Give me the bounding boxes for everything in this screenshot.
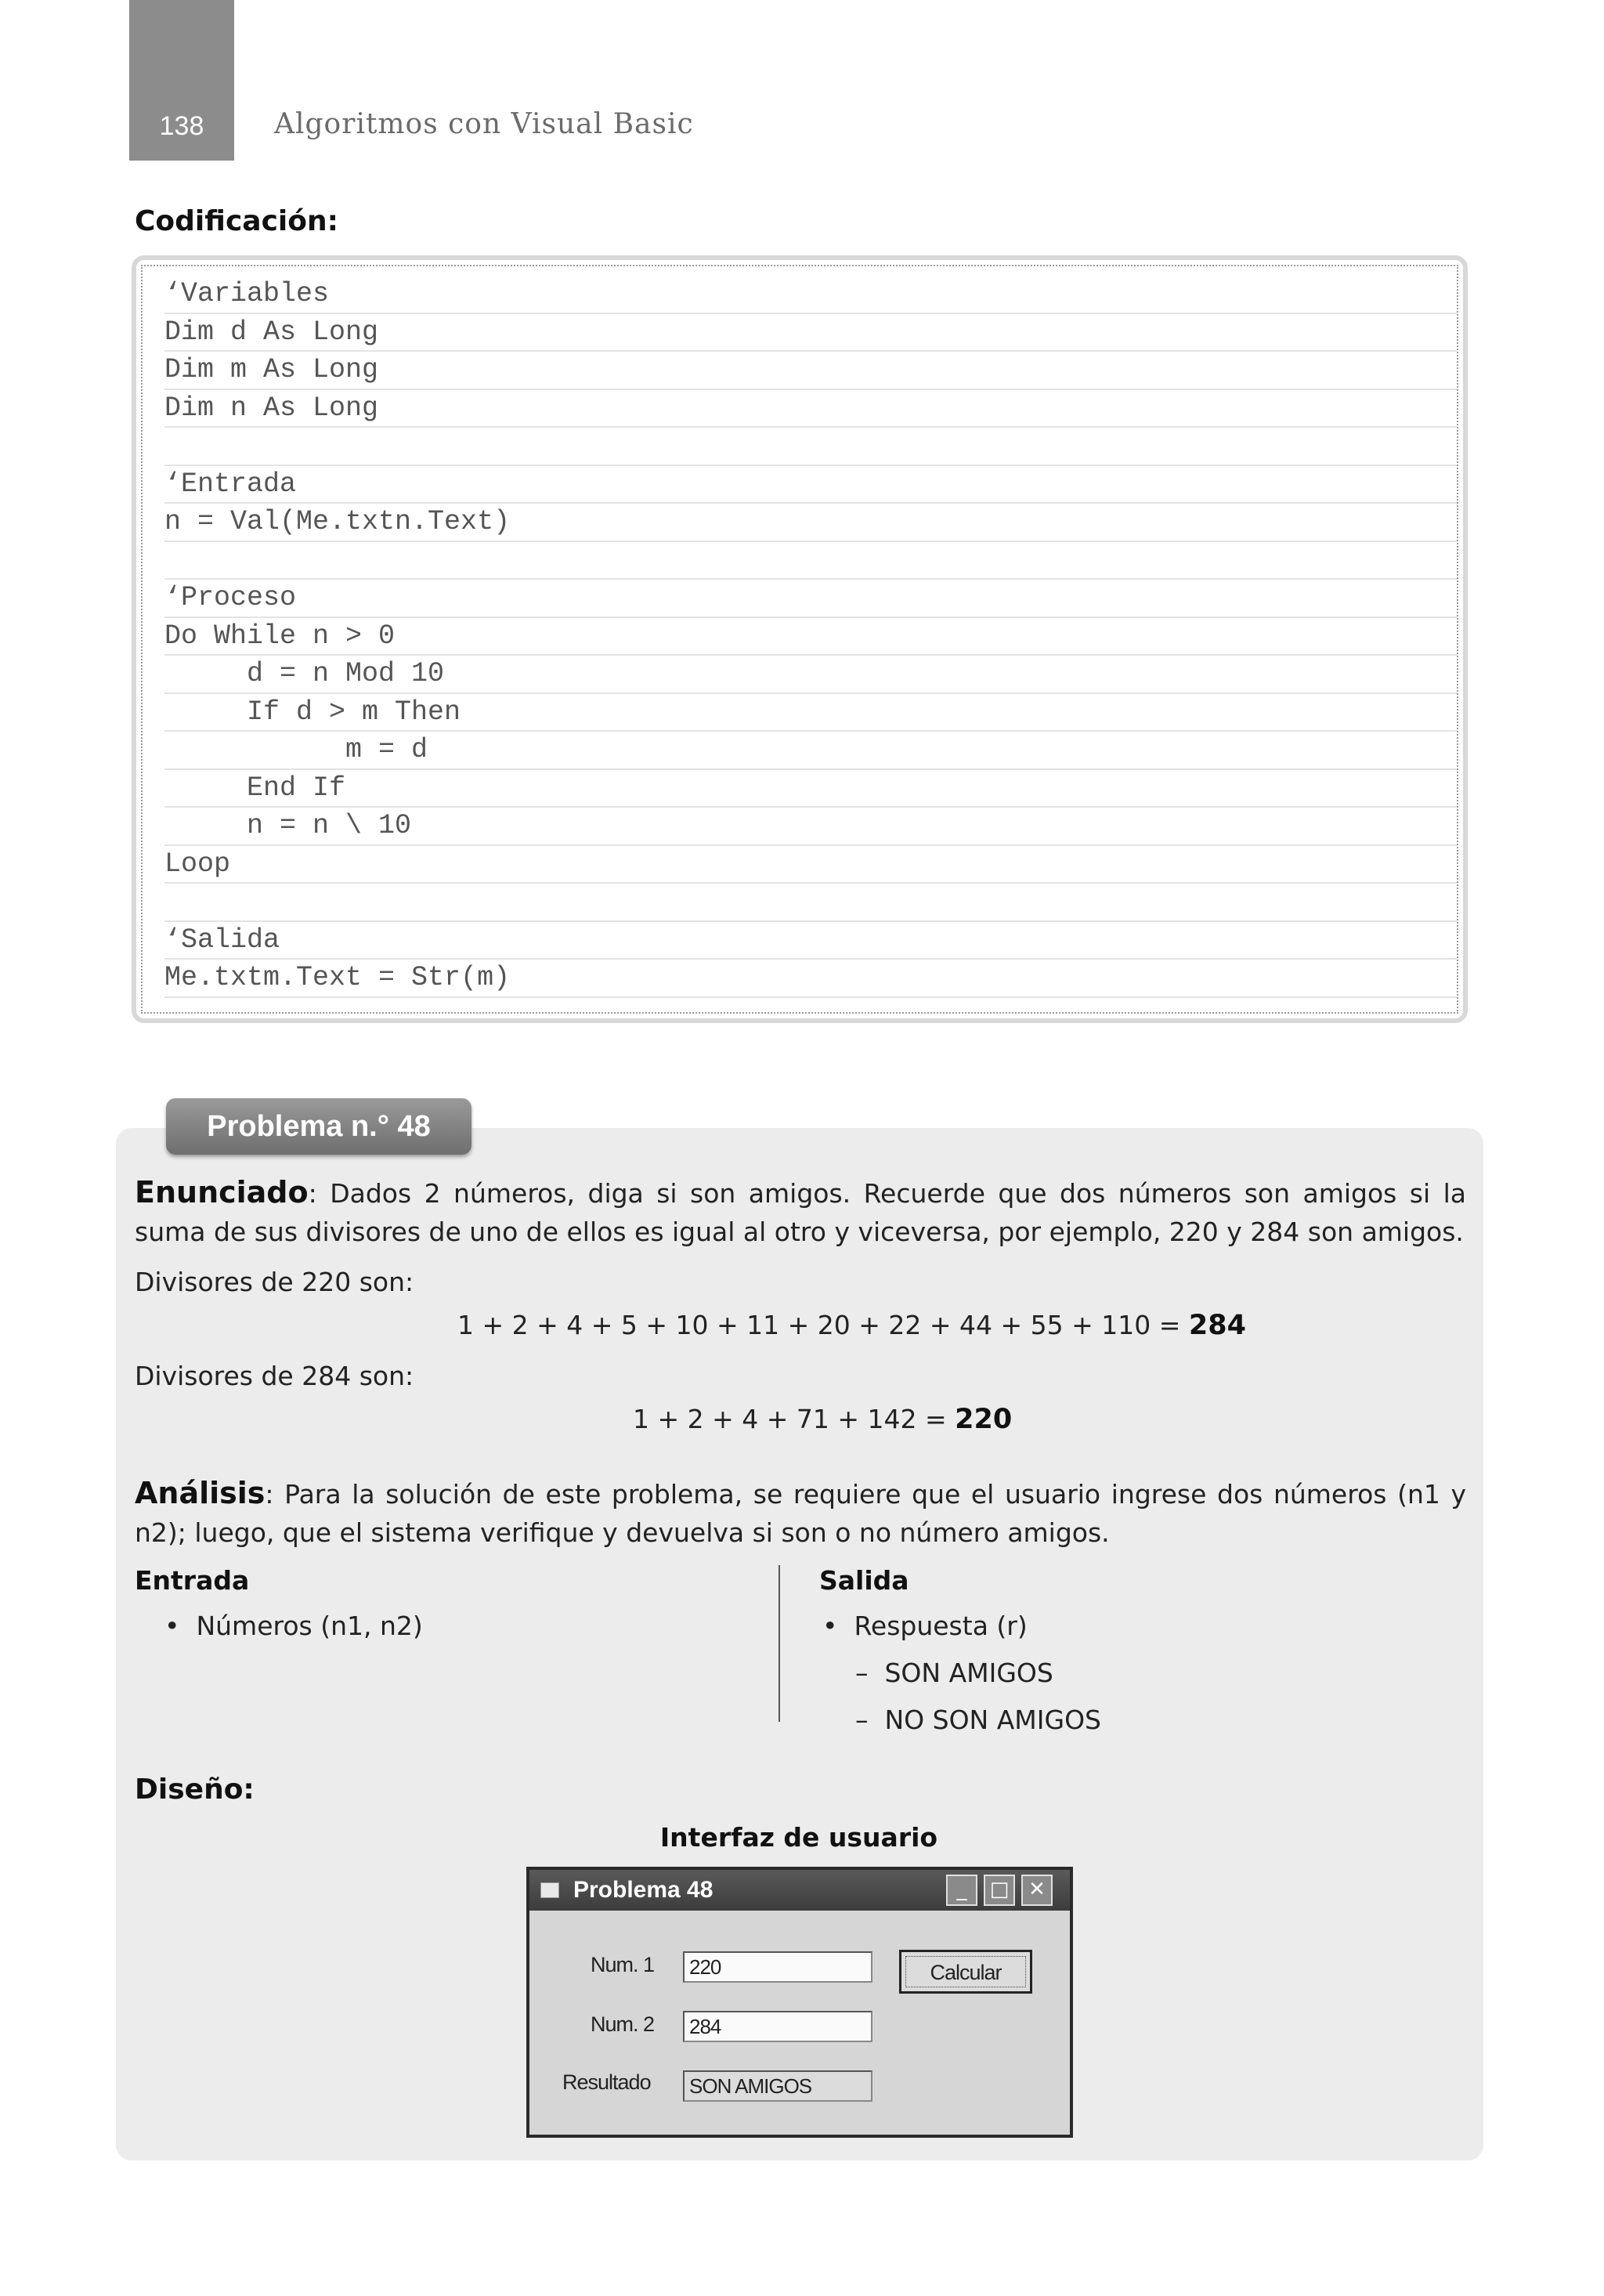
code-line: n = n \ 10 [164, 808, 1457, 846]
code-line: ‘Salida [164, 922, 1457, 960]
ui-caption: Interfaz de usuario [659, 1822, 938, 1853]
code-line: ‘Variables [164, 276, 1457, 314]
code-line: m = d [164, 732, 1457, 770]
num2-label: Num. 2 [591, 2012, 655, 2036]
problem-tab [166, 1098, 471, 1155]
code-line: Do While n > 0 [164, 618, 1457, 656]
entrada-heading: Entrada [135, 1565, 250, 1596]
code-line: If d > m Then [164, 694, 1457, 732]
vb-window [526, 1867, 1073, 2138]
div284-label: Divisores de 284 son: [135, 1361, 414, 1391]
code-line: d = n Mod 10 [164, 656, 1457, 694]
result-label: Resultado [562, 2070, 651, 2094]
salida-item: • Respuesta (r) [822, 1611, 1028, 1641]
enunciado-paragraph [135, 1173, 1466, 1251]
analisis-paragraph [135, 1474, 1466, 1552]
code-line: n = Val(Me.txtn.Text) [164, 504, 1457, 542]
close-button[interactable]: ✕ [1021, 1875, 1053, 1906]
analisis-label: Análisis [135, 1476, 266, 1510]
div220-result: 284 [1188, 1310, 1246, 1341]
code-line: Dim m As Long [164, 352, 1457, 390]
enunciado-text: : Dados 2 números, diga si son amigos. Recuerde que dos números son amigos si la suma de sus divisores de uno de ellos es igual al otro y viceversa, por ejemplo, 220 y 284 son amigos. [135, 1178, 1466, 1247]
column-divider [779, 1565, 780, 1722]
minimize-button[interactable]: _ [946, 1875, 977, 1906]
code-line: Dim d As Long [164, 314, 1457, 353]
entrada-item: • Números (n1, n2) [164, 1611, 423, 1641]
dash-icon: – [855, 1705, 885, 1735]
num2-input[interactable]: 284 [683, 2011, 872, 2042]
salida-subitem: – NO SON AMIGOS [855, 1705, 1102, 1735]
code-line: Dim n As Long [164, 390, 1457, 428]
diseno-heading: Diseño: [135, 1774, 255, 1806]
codificacion-heading: Codificación: [135, 205, 339, 237]
code-line: End If [164, 770, 1457, 808]
maximize-button[interactable]: □ [984, 1875, 1015, 1906]
window-titlebar[interactable] [529, 1870, 1070, 1911]
code-block [132, 255, 1468, 1023]
div284-formula [633, 1404, 1012, 1435]
code-line: ‘Entrada [164, 466, 1457, 504]
bullet-icon: • [822, 1611, 854, 1641]
page-number: 138 [159, 111, 204, 141]
code-line [164, 884, 1457, 922]
code-line [164, 428, 1457, 466]
code-line: Loop [164, 846, 1457, 884]
calcular-button-label: Calcular [905, 1956, 1026, 1987]
div220-sum: 1 + 2 + 4 + 5 + 10 + 11 + 20 + 22 + 44 + 55 + 110 = [457, 1310, 1189, 1340]
bullet-icon: • [164, 1611, 197, 1641]
analisis-text: : Para la solución de este problema, se requiere que el usuario ingrese dos números (n1 y n2); luego, que el sistema verifique y devuelva si son o no número amigos. [135, 1479, 1466, 1548]
code-line [164, 542, 1457, 580]
window-icon [540, 1882, 559, 1898]
salida-heading: Salida [819, 1565, 909, 1596]
div220-formula [457, 1310, 1246, 1341]
div284-result: 220 [955, 1404, 1013, 1435]
code-line: ‘Proceso [164, 580, 1457, 618]
problem-tab-label: Problema n.° 48 [207, 1110, 431, 1143]
salida-subitem: – SON AMIGOS [855, 1658, 1053, 1688]
result-field: SON AMIGOS [683, 2070, 872, 2102]
window-title: Problema 48 [573, 1877, 713, 1903]
code-lines [164, 276, 1457, 998]
book-title: Algoritmos con Visual Basic [274, 108, 694, 140]
enunciado-label: Enunciado [135, 1175, 309, 1209]
div284-sum: 1 + 2 + 4 + 71 + 142 = [633, 1404, 956, 1434]
num1-label: Num. 1 [591, 1953, 655, 1976]
dash-icon: – [855, 1658, 885, 1688]
calcular-button[interactable] [899, 1950, 1032, 1994]
code-line: Me.txtm.Text = Str(m) [164, 960, 1457, 998]
div220-label: Divisores de 220 son: [135, 1267, 414, 1297]
num1-input[interactable]: 220 [683, 1951, 872, 1983]
